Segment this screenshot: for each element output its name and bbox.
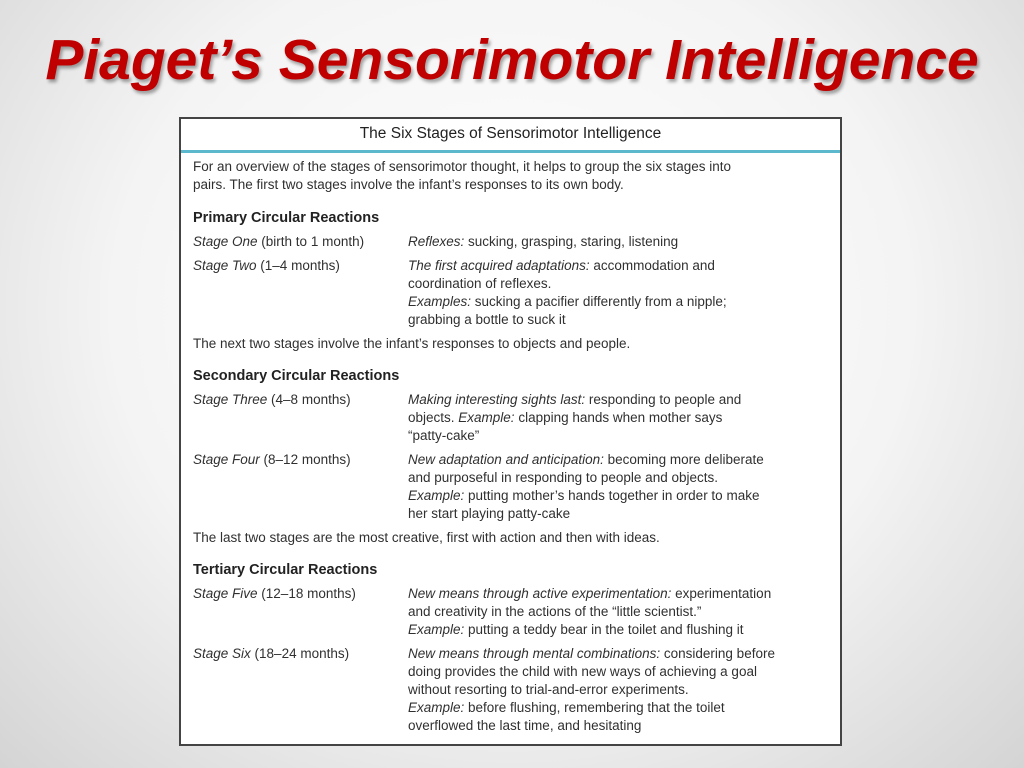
stage-six-text-2: doing provides the child with new ways of achieving a goal [408,664,757,679]
stage-three-label: Stage Three [193,392,268,407]
section-primary-circular: Primary Circular Reactions [193,210,380,226]
stage-six-description [408,645,834,735]
stage-six-term: New means through mental combinations: [408,646,661,661]
stage-six-age: (18–24 months) [250,646,350,661]
section-tertiary-circular: Tertiary Circular Reactions [193,562,378,578]
stage-one-text: sucking, grasping, staring, listening [464,234,679,249]
stage-three-description [408,391,834,445]
stage-five-example-1: putting a teddy bear in the toilet and flushing it [464,622,744,637]
stage-two-term: The first acquired adaptations: [408,258,590,273]
stage-three-example-1: clapping hands when mother says [514,410,723,425]
stage-two-age: (1–4 months) [256,258,340,273]
stage-two-example-1: sucking a pacifier differently from a nipple; [471,294,727,309]
stage-four-text-1: becoming more deliberate [603,452,764,467]
slide-title: Piaget’s Sensorimotor Intelligence [45,28,979,92]
intro-paragraph [193,158,833,194]
stage-five-text-2: and creativity in the actions of the “little scientist.” [408,604,702,619]
stage-three-age: (4–8 months) [267,392,351,407]
stage-three-name [193,391,403,409]
stage-three-text-2: objects. [408,410,459,425]
stage-four-description [408,451,834,523]
stage-four-label: Stage Four [193,452,260,467]
stage-four-name [193,451,403,469]
table-header: The Six Stages of Sensorimotor Intelligence [181,119,840,153]
stage-five-label: Stage Five [193,586,258,601]
stage-one-age: (birth to 1 month) [257,234,365,249]
stage-four-example-1: putting mother’s hands together in order to make [464,488,760,503]
stage-three-example-term: Example: [458,410,515,425]
stage-three-example-2: “patty-cake” [408,428,480,443]
stage-one-description [408,233,834,251]
stage-two-text-1: accommodation and [589,258,715,273]
stage-five-name [193,585,403,603]
transition-1: The next two stages involve the infant’s responses to objects and people. [193,336,631,351]
stage-six-example-2: overflowed the last time, and hesitating [408,718,642,733]
stages-table [179,117,842,746]
stage-two-example-term: Examples: [408,294,472,309]
stage-five-example-term: Example: [408,622,465,637]
stage-six-example-1: before flushing, remembering that the toilet [464,700,725,715]
stage-four-age: (8–12 months) [259,452,351,467]
stage-one-label: Stage One [193,234,258,249]
stage-two-example-2: grabbing a bottle to suck it [408,312,566,327]
stage-four-example-2: her start playing patty-cake [408,506,571,521]
stage-five-term: New means through active experimentation: [408,586,672,601]
stage-six-text-1: considering before [660,646,775,661]
stage-two-description [408,257,834,329]
stage-six-label: Stage Six [193,646,251,661]
stage-four-example-term: Example: [408,488,465,503]
stage-one-name [193,233,403,251]
stage-four-text-2: and purposeful in responding to people and objects. [408,470,718,485]
stage-two-text-2: coordination of reflexes. [408,276,552,291]
stage-two-name [193,257,403,275]
stage-two-label: Stage Two [193,258,257,273]
stage-six-example-term: Example: [408,700,465,715]
intro-line-2: pairs. The first two stages involve the infant’s responses to its own body. [193,177,624,192]
transition-2: The last two stages are the most creative, first with action and then with ideas. [193,530,660,545]
stage-six-name [193,645,403,663]
stage-five-text-1: experimentation [671,586,772,601]
section-secondary-circular: Secondary Circular Reactions [193,368,400,384]
stage-three-text-1: responding to people and [585,392,742,407]
stage-six-text-3: without resorting to trial-and-error experiments. [408,682,689,697]
stage-four-term: New adaptation and anticipation: [408,452,604,467]
stage-three-term: Making interesting sights last: [408,392,586,407]
stage-one-term: Reflexes: [408,234,465,249]
stage-five-age: (12–18 months) [257,586,356,601]
stage-five-description [408,585,834,639]
intro-line-1: For an overview of the stages of sensorimotor thought, it helps to group the six stages into [193,159,732,174]
